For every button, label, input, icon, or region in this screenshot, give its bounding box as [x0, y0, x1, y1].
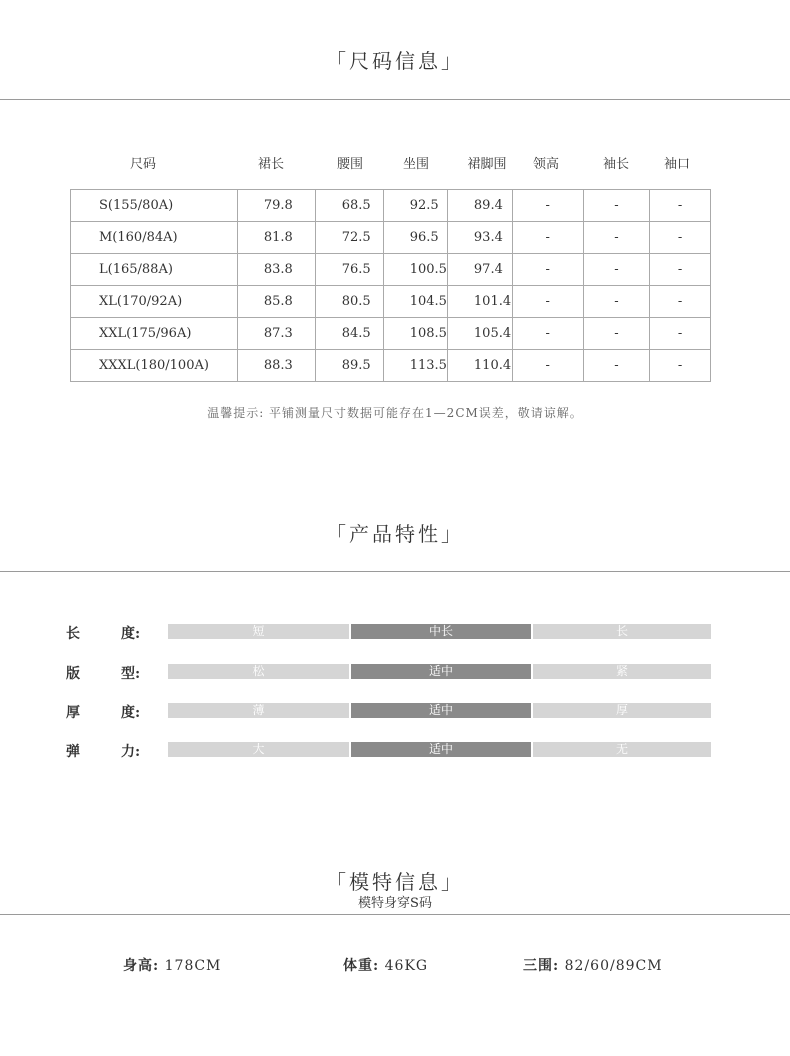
- table-row: [71, 222, 711, 254]
- measurement-cell: -: [583, 190, 650, 222]
- model-height-value: 178CM: [164, 958, 222, 974]
- feature-option: 大: [168, 742, 349, 757]
- col-header-cuff: 袖口: [663, 157, 690, 172]
- measurement-cell: 79.8: [237, 190, 315, 222]
- measurement-cell: -: [650, 318, 711, 350]
- col-header-waist: 腰围: [336, 157, 363, 172]
- measurement-cell: -: [512, 350, 583, 382]
- model-measurements-value: 82/60/89CM: [564, 958, 663, 974]
- measurement-tip: 温馨提示: 平铺测量尺寸数据可能存在1—2CM误差，敬请谅解。: [207, 406, 583, 420]
- measurement-cell: 83.8: [237, 254, 315, 286]
- col-header-size: 尺码: [129, 157, 156, 172]
- feature-label: [66, 663, 140, 683]
- feature-option: 短: [168, 624, 349, 639]
- col-header-hem: 裙脚围: [467, 157, 507, 172]
- table-row: [71, 350, 711, 382]
- table-row: [71, 286, 711, 318]
- measurement-cell: 105.4: [447, 318, 512, 350]
- model-weight-value: 46KG: [384, 958, 429, 974]
- feature-label: [66, 623, 140, 643]
- model-height-label: 身高:: [123, 958, 160, 974]
- measurement-cell: -: [650, 254, 711, 286]
- feature-scale: [168, 742, 711, 757]
- model-measurements-label: 三围:: [523, 958, 560, 974]
- feature-option: 紧: [533, 664, 711, 679]
- measurement-cell: -: [650, 222, 711, 254]
- measurement-cell: -: [512, 190, 583, 222]
- col-header-skirt-length: 裙长: [257, 157, 284, 172]
- table-row: [71, 318, 711, 350]
- measurement-cell: 68.5: [315, 190, 383, 222]
- measurement-cell: -: [583, 286, 650, 318]
- divider: [0, 571, 790, 572]
- feature-option: 松: [168, 664, 349, 679]
- model-weight-label: 体重:: [343, 958, 380, 974]
- measurement-cell: 89.5: [315, 350, 383, 382]
- feature-option-selected: 适中: [351, 664, 531, 679]
- measurement-cell: -: [650, 190, 711, 222]
- measurement-cell: 100.5: [383, 254, 447, 286]
- model-subtitle: 模特身穿S码: [358, 896, 432, 911]
- measurement-cell: -: [583, 222, 650, 254]
- col-header-collar: 领高: [532, 157, 559, 172]
- feature-label-suffix: 度:: [121, 705, 141, 721]
- measurement-cell: -: [650, 350, 711, 382]
- feature-label-suffix: 型:: [121, 666, 141, 682]
- feature-label-char: 长: [66, 626, 80, 642]
- size-cell: XXL(175/96A): [71, 318, 238, 350]
- size-cell: XXXL(180/100A): [71, 350, 238, 382]
- measurement-cell: 88.3: [237, 350, 315, 382]
- measurement-cell: 101.4: [447, 286, 512, 318]
- measurement-cell: 93.4: [447, 222, 512, 254]
- measurement-cell: 80.5: [315, 286, 383, 318]
- measurement-cell: 113.5: [383, 350, 447, 382]
- feature-label-suffix: 力:: [121, 744, 141, 760]
- feature-label-char: 弹: [66, 744, 80, 760]
- feature-label: [66, 702, 140, 722]
- divider: [0, 99, 790, 100]
- size-cell: M(160/84A): [71, 222, 238, 254]
- measurement-cell: 89.4: [447, 190, 512, 222]
- measurement-cell: -: [583, 350, 650, 382]
- model-measurements: [523, 955, 663, 975]
- feature-scale: [168, 664, 711, 679]
- feature-label-char: 版: [66, 666, 80, 682]
- model-weight: [343, 955, 428, 975]
- measurement-cell: 84.5: [315, 318, 383, 350]
- feature-option: 无: [533, 742, 711, 757]
- measurement-cell: -: [512, 222, 583, 254]
- feature-option: 长: [533, 624, 711, 639]
- col-header-hip: 坐围: [402, 157, 429, 172]
- feature-section-title: 「产品特性」: [326, 522, 464, 546]
- feature-scale: [168, 703, 711, 718]
- divider: [0, 914, 790, 915]
- size-section-title: 「尺码信息」: [326, 49, 464, 73]
- measurement-cell: -: [583, 318, 650, 350]
- measurement-cell: 85.8: [237, 286, 315, 318]
- measurement-cell: 96.5: [383, 222, 447, 254]
- size-cell: L(165/88A): [71, 254, 238, 286]
- measurement-cell: 104.5: [383, 286, 447, 318]
- size-cell: XL(170/92A): [71, 286, 238, 318]
- measurement-cell: -: [650, 286, 711, 318]
- model-height: [123, 955, 221, 975]
- col-header-sleeve-length: 袖长: [602, 157, 629, 172]
- feature-option-selected: 适中: [351, 703, 531, 718]
- measurement-cell: 72.5: [315, 222, 383, 254]
- feature-option: 薄: [168, 703, 349, 718]
- feature-label-suffix: 度:: [121, 626, 141, 642]
- feature-label-char: 厚: [66, 705, 80, 721]
- measurement-cell: -: [512, 318, 583, 350]
- feature-option-selected: 适中: [351, 742, 531, 757]
- feature-option-selected: 中长: [351, 624, 531, 639]
- feature-label: [66, 741, 140, 761]
- measurement-cell: -: [583, 254, 650, 286]
- measurement-cell: 81.8: [237, 222, 315, 254]
- size-cell: S(155/80A): [71, 190, 238, 222]
- feature-scale: [168, 624, 711, 639]
- measurement-cell: 108.5: [383, 318, 447, 350]
- size-table: [70, 189, 711, 382]
- measurement-cell: 110.4: [447, 350, 512, 382]
- model-section-title: 「模特信息」: [326, 870, 464, 894]
- table-row: [71, 254, 711, 286]
- table-row: [71, 190, 711, 222]
- measurement-cell: -: [512, 254, 583, 286]
- feature-option: 厚: [533, 703, 711, 718]
- measurement-cell: 97.4: [447, 254, 512, 286]
- measurement-cell: 76.5: [315, 254, 383, 286]
- measurement-cell: 92.5: [383, 190, 447, 222]
- measurement-cell: 87.3: [237, 318, 315, 350]
- measurement-cell: -: [512, 286, 583, 318]
